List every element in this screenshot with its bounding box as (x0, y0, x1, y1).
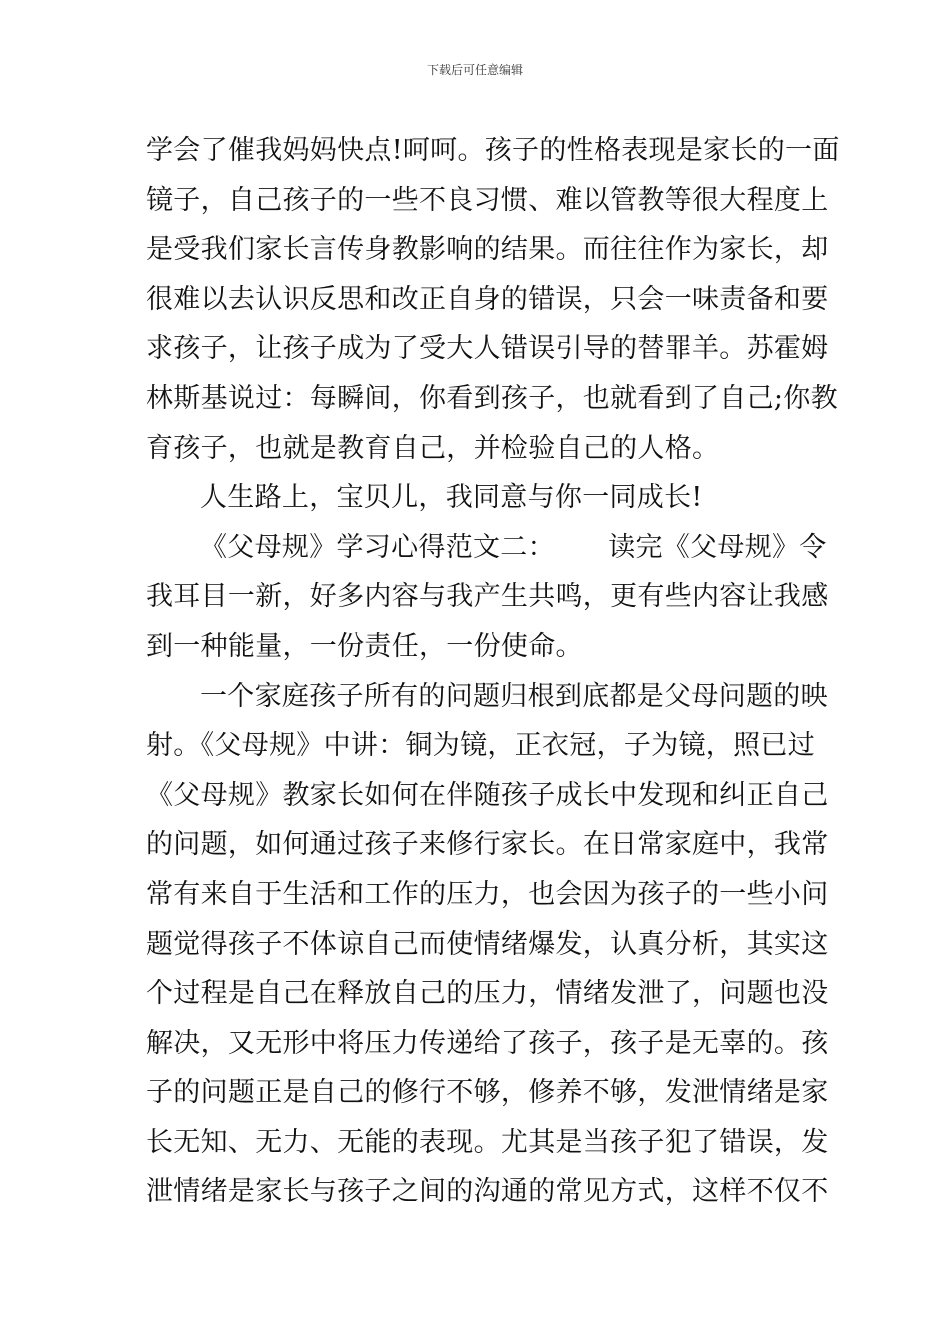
text-line: 很难以去认识反思和改正自身的错误，只会一味责备和要 (146, 283, 829, 315)
text-line: 我耳目一新，好多内容与我产生共鸣，更有些内容让我感 (146, 581, 829, 613)
text-line: 学会了催我妈妈快点!呵呵。孩子的性格表现是家长的一面 (146, 135, 840, 166)
paragraph-start-line: 人生路上，宝贝儿，我同意与你一同成长! (200, 482, 703, 514)
text-line: 解决，又无形中将压力传递给了孩子，孩子是无辜的。孩 (146, 1027, 829, 1059)
text-line: 的问题，如何通过孩子来修行家长。在日常家庭中，我常 (146, 829, 829, 861)
text-line: 是受我们家长言传身教影响的结果。而往往作为家长，却 (146, 234, 829, 266)
text-line: 到一种能量，一份责任，一份使命。 (146, 630, 583, 662)
document-body (146, 126, 840, 1217)
page-header: 下载后可任意编辑 (426, 63, 523, 77)
text-line: 个过程是自己在释放自己的压力，情绪发泄了，问题也没 (146, 978, 829, 1010)
text-line: 常有来自于生活和工作的压力，也会因为孩子的一些小问 (146, 878, 829, 910)
text-line: 题觉得孩子不体谅自己而使情绪爆发，认真分析，其实这 (146, 928, 829, 960)
text-line: 长无知、无力、无能的表现。尤其是当孩子犯了错误，发 (146, 1126, 829, 1158)
text-line: 泄情绪是家长与孩子之间的沟通的常见方式，这样不仅不 (146, 1176, 829, 1208)
text-line: 《父母规》教家长如何在伴随孩子成长中发现和纠正自己 (146, 779, 829, 811)
text-line: 求孩子，让孩子成为了受大人错误引导的替罪羊。苏霍姆 (146, 333, 829, 365)
paragraph-start-line: 一个家庭孩子所有的问题归根到底都是父母问题的映 (200, 680, 828, 712)
text-line: 子的问题正是自己的修行不够，修养不够，发泄情绪是家 (146, 1077, 829, 1109)
text-line: 育孩子，也就是教育自己，并检验自己的人格。 (146, 432, 720, 464)
paragraph-start-line: 《父母规》学习心得范文二： 读完《父母规》令 (200, 531, 827, 563)
text-line: 林斯基说过：每瞬间，你看到孩子，也就看到了自己;你教 (146, 382, 838, 414)
text-line: 镜子，自己孩子的一些不良习惯、难以管教等很大程度上 (146, 184, 829, 216)
text-line: 射。《父母规》中讲：铜为镜，正衣冠，子为镜，照已过 (146, 730, 815, 762)
